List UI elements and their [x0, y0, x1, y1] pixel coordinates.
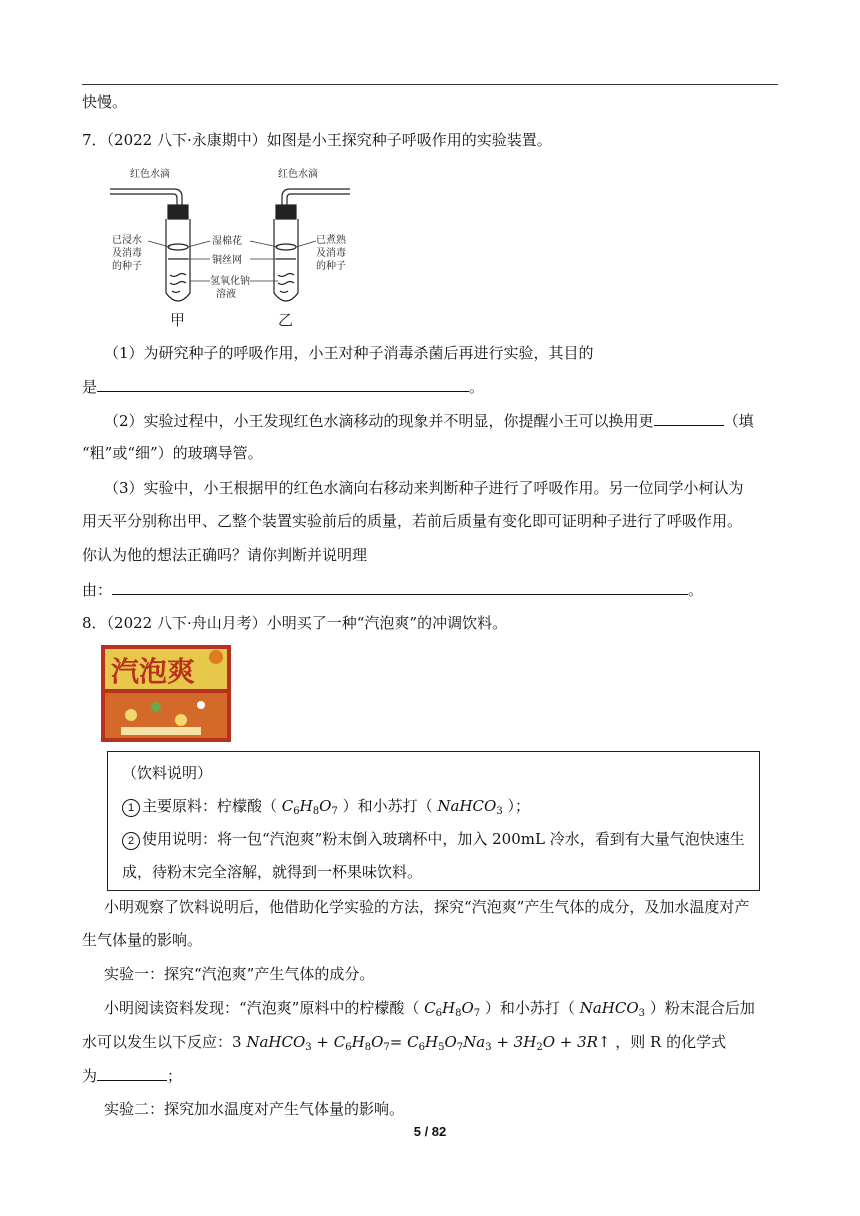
wet-cotton-label: 湿棉花 [212, 236, 242, 247]
page-number: 5 / 82 [413, 1124, 447, 1139]
right-side-label-2: 及消毒 [316, 248, 346, 259]
q7-s2-line1: （2）实验过程中，小王发现红色水滴移动的现象并不明显，你提醒小王可以换用更 （填 [104, 412, 754, 430]
seed-respiration-apparatus-figure [110, 163, 350, 331]
q8-experiment-1: 实验一：探究“汽泡爽”产生气体的成分。 [104, 965, 375, 983]
product-brand-text: 汽泡爽 [111, 655, 196, 688]
q8-p3-line2: 水可以发生以下反应：3 NaHCO$_3$ + $C_6H_8O_7= C_6H_5O_7Na_3 + 3H_2O$ + 3R↑ ，则 R 的化学式 [82, 1033, 727, 1053]
q7-s1-answer-blank[interactable] [97, 376, 469, 392]
box-item-2-line1: 2 使用说明：将一包“汽泡爽”粉末倒入玻璃杯中，加入 200mL 冷水，看到有大量气泡快速生 [122, 829, 745, 850]
q8-header: 8．（2022 八下·舟山月考）小明买了一种“汽泡爽”的冲调饮料。 [82, 614, 508, 632]
q8-p3-line1: 小明阅读资料发现：“汽泡爽”原料中的柠檬酸（ $C_6H_8O_7$ ）和小苏打（ NaHCO$_3$ ）粉末混合后加 [104, 999, 755, 1019]
left-red-drop-label: 红色水滴 [130, 169, 170, 180]
q7-s1-line2: 是 。 [82, 378, 485, 396]
product-package-image [101, 645, 231, 742]
q7-s2-answer-blank[interactable] [654, 410, 724, 426]
right-side-label-3: 的种子 [316, 261, 346, 272]
solution-label: 溶液 [216, 289, 236, 300]
q7-s3-line3: 你认为他的想法正确吗？请你判断并说明理 [82, 546, 368, 564]
left-side-label-1: 已浸水 [112, 235, 142, 246]
header-rule [82, 84, 778, 85]
q7-s1-line1: （1）为研究种子的呼吸作用，小王对种子消毒杀菌后再进行实验，其目的 [104, 344, 594, 362]
box-item-2-line2: 成，待粉末完全溶解，就得到一杯果味饮料。 [122, 863, 423, 881]
q7-header: 7．（2022 八下·永康期中）如图是小王探究种子呼吸作用的实验装置。 [82, 131, 552, 149]
prev-continuation: 快慢。 [82, 93, 128, 111]
q7-s3-line1: （3）实验中，小王根据甲的红色水滴向右移动来判断种子进行了呼吸作用。另一位同学小柯认为 [104, 479, 744, 497]
caption-jia: 甲 [170, 311, 186, 329]
q8-experiment-2: 实验二：探究加水温度对产生气体量的影响。 [104, 1100, 405, 1118]
left-side-label-3: 的种子 [112, 261, 142, 272]
right-side-label-1: 已煮熟 [316, 235, 346, 246]
q8-p3-line3: 为 ； [82, 1067, 183, 1085]
q8-p1-line1: 小明观察了饮料说明后，他借助化学实验的方法，探究“汽泡爽”产生气体的成分，及加水温度对产 [104, 898, 750, 916]
q7-s3-line2: 用天平分别称出甲、乙整个装置实验前后的质量，若前后质量有变化即可证明种子进行了呼吸作用。 [82, 512, 743, 530]
caption-yi: 乙 [278, 311, 294, 329]
copper-mesh-label: 铜丝网 [212, 255, 242, 266]
box-item-1: 1 主要原料：柠檬酸（ $C_6H_8O_7$ ）和小苏打（ NaHCO$_3$ ）； [122, 796, 530, 822]
q7-s3-answer-blank[interactable] [112, 579, 688, 595]
naoh-label: 氢氧化钠 [210, 276, 250, 287]
q8-formula-answer-blank[interactable] [97, 1065, 167, 1081]
drink-instructions-box [107, 751, 760, 891]
q8-p1-line2: 生气体量的影响。 [82, 931, 203, 949]
right-red-drop-label: 红色水滴 [278, 169, 318, 180]
q7-s2-line2: “粗”或“细”）的玻璃导管。 [82, 444, 263, 462]
left-side-label-2: 及消毒 [112, 248, 142, 259]
q7-s3-line4: 由： 。 [82, 581, 704, 599]
box-title: （饮料说明） [122, 764, 213, 782]
